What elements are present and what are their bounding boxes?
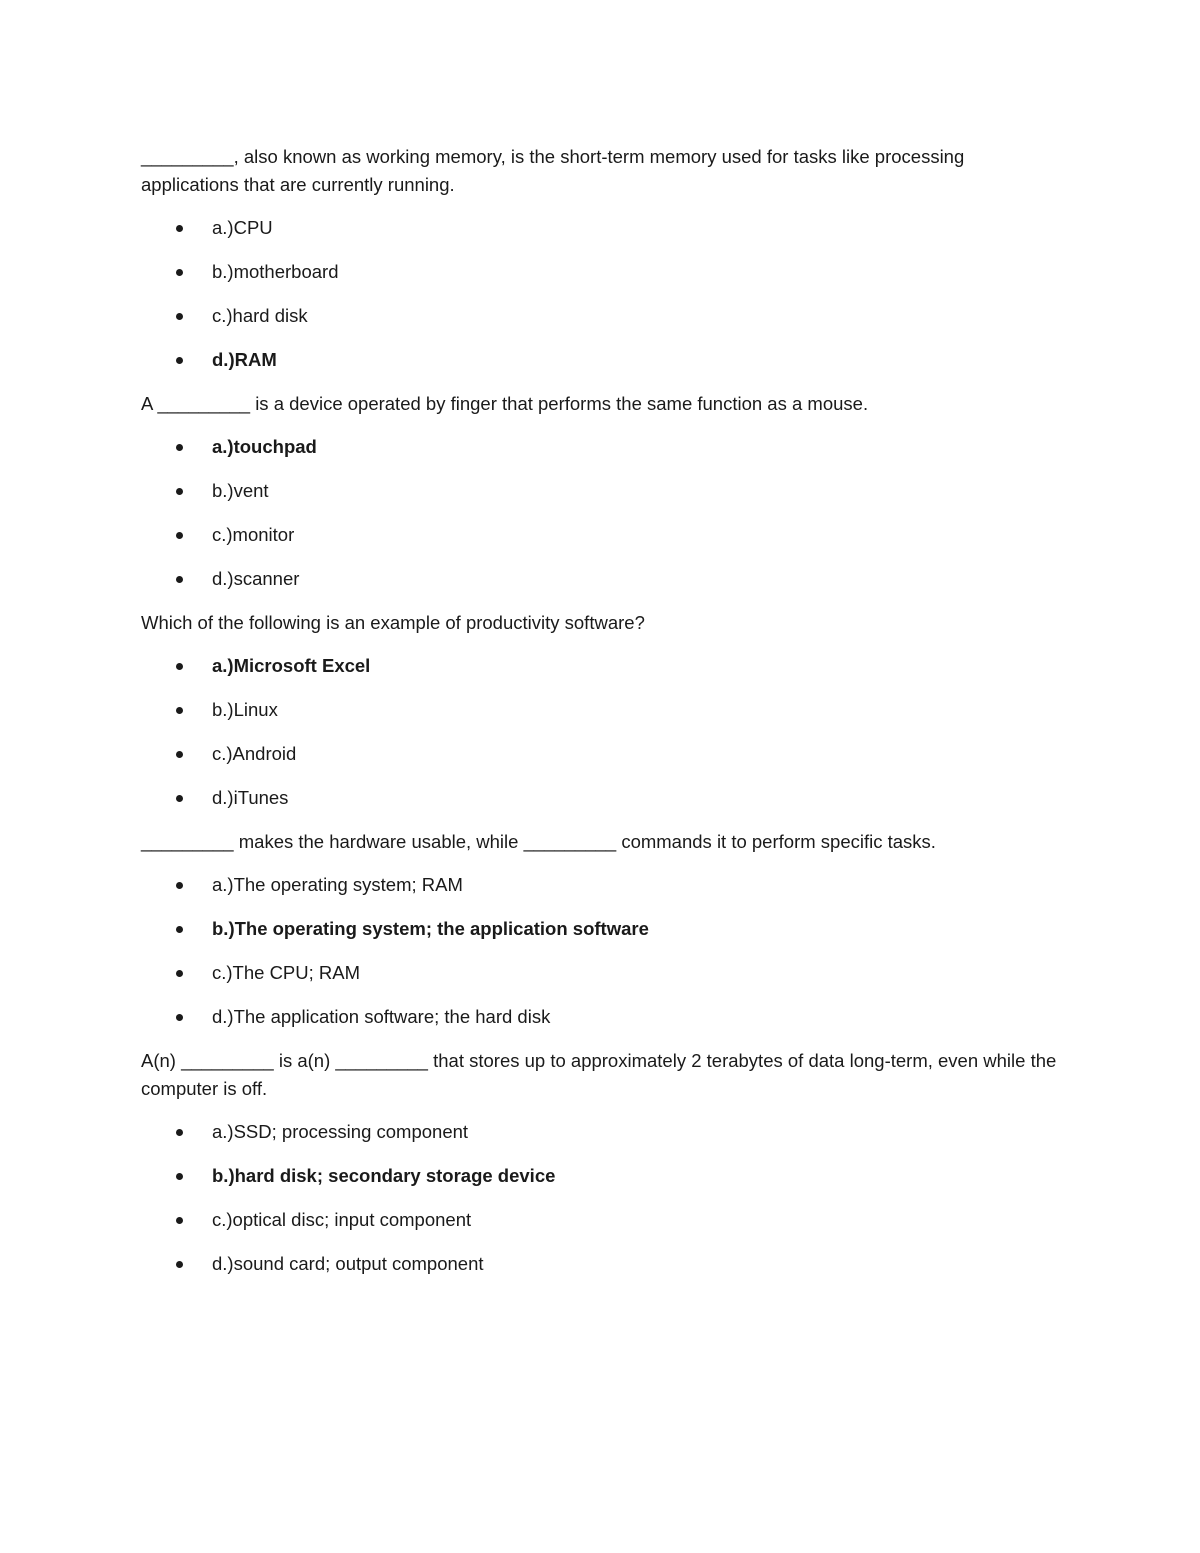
option-label: a.)The operating system; RAM: [212, 874, 463, 895]
option-item: [141, 477, 1066, 505]
option-label: b.)The operating system; the application software: [212, 918, 649, 939]
question-text: Which of the following is an example of productivity software?: [141, 612, 645, 633]
option-label: a.)Microsoft Excel: [212, 655, 371, 676]
option-item: [141, 1206, 1066, 1234]
question-block: [141, 609, 1066, 812]
option-label: a.)SSD; processing component: [212, 1121, 469, 1142]
bullet-icon: [176, 357, 183, 364]
question-block: [141, 143, 1066, 374]
option-label: c.)monitor: [212, 524, 295, 545]
option-label: d.)iTunes: [212, 787, 289, 808]
option-label: d.)scanner: [212, 568, 300, 589]
option-item: [141, 959, 1066, 987]
bullet-icon: [176, 1129, 183, 1136]
option-label: a.)touchpad: [212, 436, 317, 457]
option-item: [141, 302, 1066, 330]
option-label: b.)Linux: [212, 699, 278, 720]
bullet-icon: [176, 488, 183, 495]
option-item: [141, 1250, 1066, 1278]
bullet-icon: [176, 882, 183, 889]
option-item: [141, 1003, 1066, 1031]
option-label: c.)hard disk: [212, 305, 308, 326]
quiz-content: [141, 143, 1066, 1294]
bullet-icon: [176, 663, 183, 670]
option-item-correct: [141, 652, 1066, 680]
bullet-icon: [176, 532, 183, 539]
bullet-icon: [176, 1217, 183, 1224]
option-list: [141, 1118, 1066, 1278]
option-item: [141, 565, 1066, 593]
bullet-icon: [176, 707, 183, 714]
option-item: [141, 521, 1066, 549]
option-label: b.)hard disk; secondary storage device: [212, 1165, 556, 1186]
option-label: c.)optical disc; input component: [212, 1209, 472, 1230]
option-label: d.)The application software; the hard disk: [212, 1006, 551, 1027]
option-label: d.)sound card; output component: [212, 1253, 484, 1274]
option-item: [141, 258, 1066, 286]
bullet-icon: [176, 1173, 183, 1180]
bullet-icon: [176, 926, 183, 933]
bullet-icon: [176, 576, 183, 583]
question-text: _________, also known as working memory, is the short-term memory used for tasks like processing applications that are currently running.: [141, 146, 965, 195]
option-item: [141, 740, 1066, 768]
bullet-icon: [176, 1014, 183, 1021]
question-text: _________ makes the hardware usable, while _________ commands it to perform specific tasks.: [141, 831, 936, 852]
option-item-correct: [141, 346, 1066, 374]
option-item: [141, 871, 1066, 899]
question-text: A(n) _________ is a(n) _________ that stores up to approximately 2 terabytes of data long-term, even while the computer is off.: [141, 1050, 1057, 1099]
question-block: [141, 390, 1066, 593]
bullet-icon: [176, 269, 183, 276]
bullet-icon: [176, 795, 183, 802]
bullet-icon: [176, 225, 183, 232]
question-text: A _________ is a device operated by finger that performs the same function as a mouse.: [141, 393, 869, 414]
option-label: a.)CPU: [212, 217, 273, 238]
option-label: d.)RAM: [212, 349, 277, 370]
option-label: c.)Android: [212, 743, 297, 764]
option-item-correct: [141, 915, 1066, 943]
option-label: b.)vent: [212, 480, 269, 501]
option-list: [141, 433, 1066, 593]
bullet-icon: [176, 444, 183, 451]
option-list: [141, 214, 1066, 374]
option-item: [141, 1118, 1066, 1146]
option-label: c.)The CPU; RAM: [212, 962, 361, 983]
option-item-correct: [141, 1162, 1066, 1190]
option-item-correct: [141, 433, 1066, 461]
option-list: [141, 871, 1066, 1031]
option-item: [141, 214, 1066, 242]
bullet-icon: [176, 751, 183, 758]
bullet-icon: [176, 313, 183, 320]
option-label: b.)motherboard: [212, 261, 339, 282]
bullet-icon: [176, 970, 183, 977]
option-item: [141, 784, 1066, 812]
bullet-icon: [176, 1261, 183, 1268]
option-list: [141, 652, 1066, 812]
option-item: [141, 696, 1066, 724]
question-block: [141, 1047, 1066, 1278]
question-block: [141, 828, 1066, 1031]
